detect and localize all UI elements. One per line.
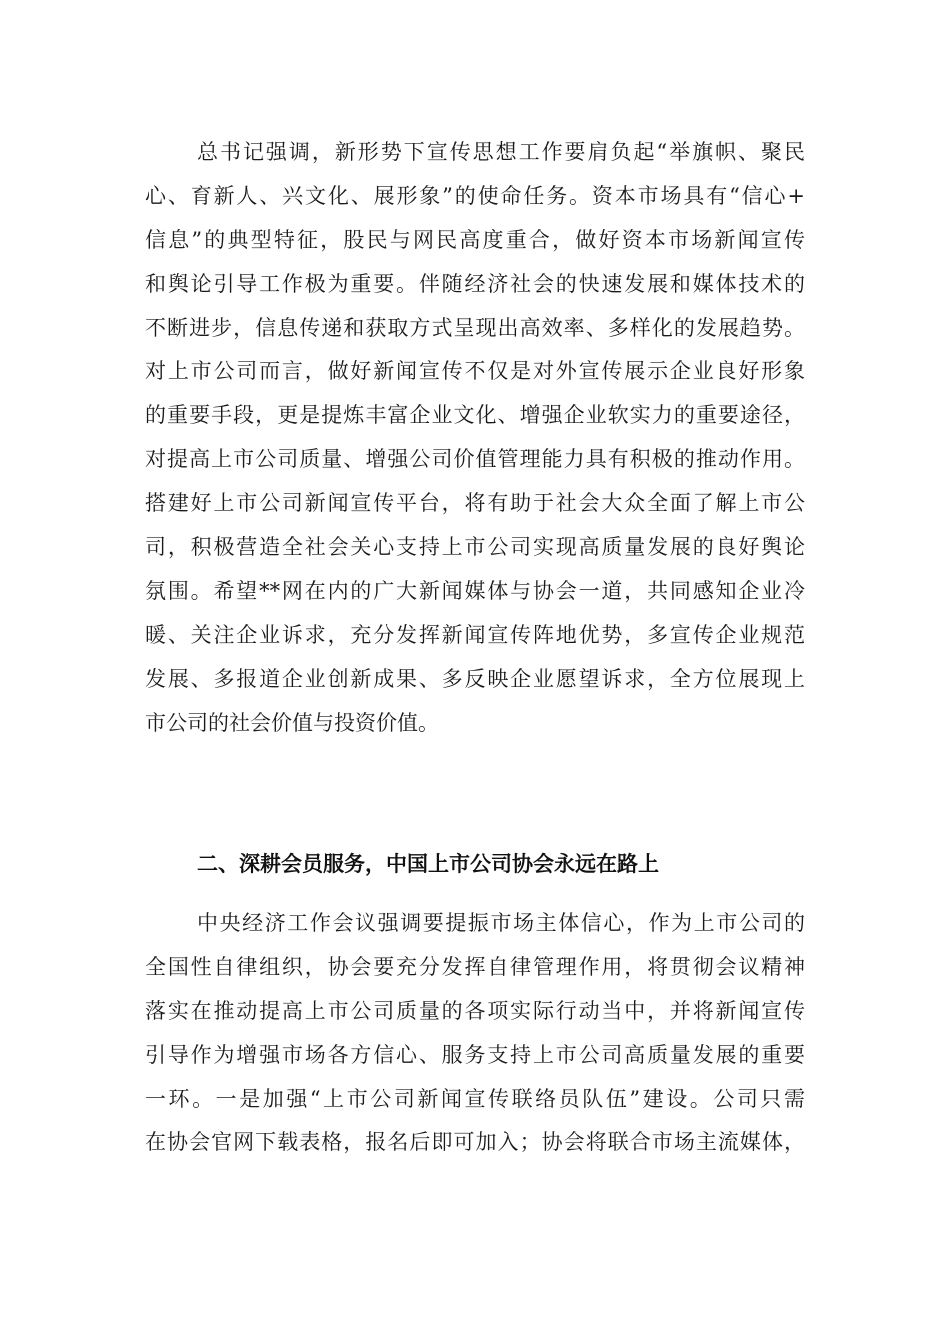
paragraph-line: 市公司的社会价值与投资价值。 [145,710,439,735]
paragraph-line: 和舆论引导工作极为重要。伴随经济社会的快速发展和媒体技术的 [145,271,805,296]
paragraph-line: 信息”的典型特征，股民与网民高度重合，做好资本市场新闻宣传 [145,227,805,252]
paragraph-line: 落实在推动提高上市公司质量的各项实际行动当中，并将新闻宣传 [145,998,805,1023]
paragraph-line: 暖、关注企业诉求，充分发挥新闻宣传阵地优势，多宣传企业规范 [145,622,805,647]
section-heading: 二、深耕会员服务，中国上市公司协会永远在路上 [197,852,659,876]
paragraph-line: 发展、多报道企业创新成果、多反映企业愿望诉求，全方位展现上 [145,666,805,691]
paragraph-line: 总书记强调，新形势下宣传思想工作要肩负起“举旗帜、聚民 [197,140,805,164]
paragraph-line: 对提高上市公司质量、增强公司价值管理能力具有积极的推动作用。 [145,447,805,472]
paragraph-line: 对上市公司而言，做好新闻宣传不仅是对外宣传展示企业良好形象 [145,359,805,384]
paragraph-line: 引导作为增强市场各方信心、服务支持上市公司高质量发展的重要 [145,1042,805,1067]
paragraph-line: 不断进步，信息传递和获取方式呈现出高效率、多样化的发展趋势。 [145,315,805,340]
paragraph-line: 搭建好上市公司新闻宣传平台，将有助于社会大众全面了解上市公 [145,491,805,516]
paragraph-line: 氛围。希望**网在内的广大新闻媒体与协会一道，共同感知企业冷 [145,578,805,603]
paragraph-2 [145,902,805,1165]
paragraph-line: 在协会官网下载表格，报名后即可加入；协会将联合市场主流媒体， [145,1130,805,1155]
paragraph-line: 全国性自律组织，协会要充分发挥自律管理作用，将贯彻会议精神 [145,954,805,979]
paragraph-line: 心、育新人、兴文化、展形象”的使命任务。资本市场具有“信心+ [145,183,805,208]
paragraph-line: 一环。一是加强“上市公司新闻宣传联络员队伍”建设。公司只需 [145,1086,805,1111]
paragraph-1 [145,131,805,745]
paragraph-line: 中央经济工作会议强调要提振市场主体信心，作为上市公司的 [197,911,805,935]
paragraph-line: 司，积极营造全社会关心支持上市公司实现高质量发展的良好舆论 [145,535,805,560]
paragraph-line: 的重要手段，更是提炼丰富企业文化、增强企业软实力的重要途径， [145,403,805,428]
